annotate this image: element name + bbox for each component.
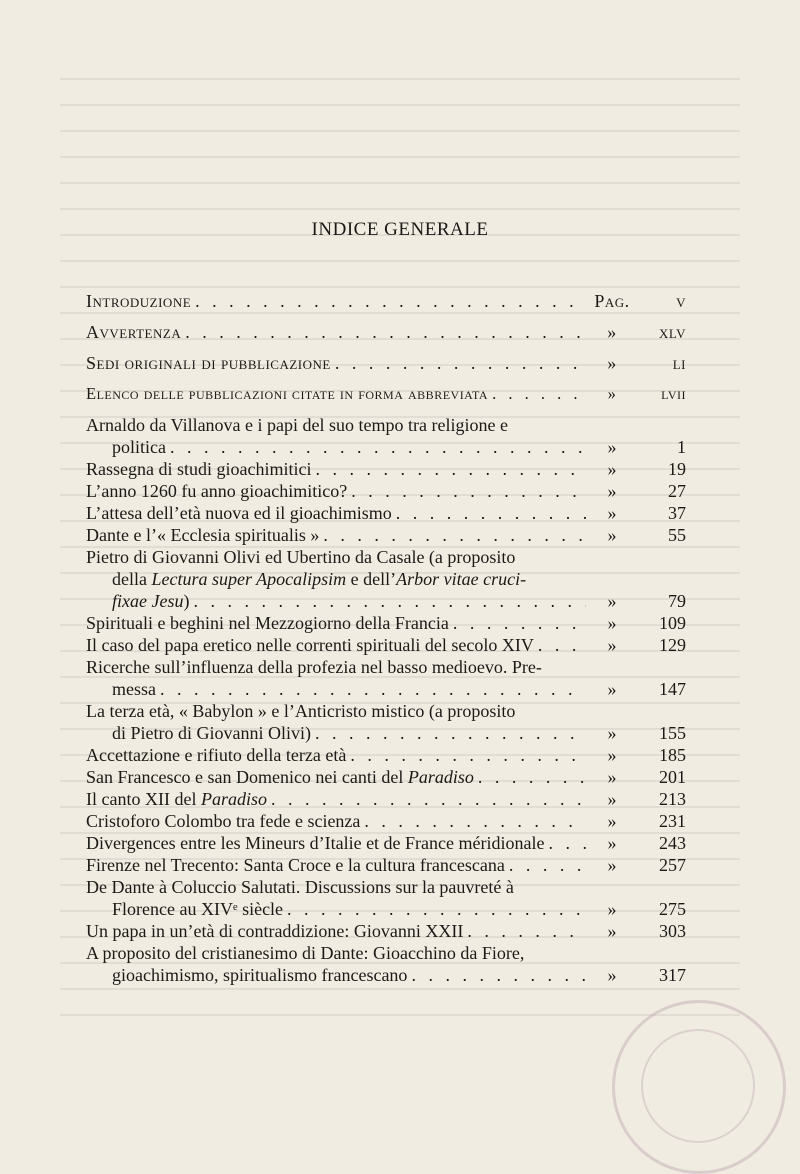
entry-title-continuation: gioachimismo, spiritualismo francescano [112, 965, 408, 985]
toc-entry-spirituali-beghini[interactable] [86, 612, 686, 634]
entry-title: A proposito del cristianesimo di Dante: Gioacchino da Fiore, [86, 943, 525, 963]
page-mark: » [607, 767, 617, 787]
page-number: 19 [668, 459, 686, 479]
page-number: 27 [668, 481, 686, 501]
page-number: lvii [661, 384, 686, 403]
text-fragment: ) [183, 591, 190, 611]
page-mark: » [607, 481, 617, 501]
entry-title: Arnaldo da Villanova e i papi del suo tempo tra religione e [86, 415, 508, 435]
toc-entry-terza-eta-babylon[interactable] [86, 700, 686, 744]
page-number: 37 [668, 503, 686, 523]
page-mark: » [607, 679, 617, 699]
italic-title: Paradiso [407, 767, 474, 787]
page-number: 231 [659, 811, 686, 831]
entry-title [86, 788, 267, 810]
toc-entry-ricerche-profezia[interactable] [86, 656, 686, 700]
page-mark: » [607, 833, 617, 853]
entry-title-middle [86, 568, 686, 590]
page-number: 155 [659, 723, 686, 743]
page-number: 79 [668, 591, 686, 611]
dot-leader [534, 634, 586, 656]
page-mark: » [607, 384, 617, 403]
entry-title: Ricerche sull’influenza della profezia nel basso medioevo. Pre- [86, 657, 542, 677]
entry-title-continuation: messa [112, 679, 156, 699]
page-number: 201 [659, 767, 686, 787]
dot-leader [544, 832, 586, 854]
dot-leader [463, 920, 586, 942]
toc-entry-introduzione[interactable] [86, 290, 686, 312]
page-number: xlv [658, 322, 686, 342]
page-title: INDICE GENERALE [311, 219, 489, 240]
text-fragment: della [112, 569, 152, 589]
entry-title: Rassegna di studi gioachimitici [86, 459, 312, 479]
page-mark: » [607, 965, 617, 985]
dot-leader [166, 436, 586, 458]
page-number: 257 [659, 855, 686, 875]
entry-title: Sedi originali di pubblicazione [86, 353, 331, 373]
page-mark: » [607, 921, 617, 941]
toc-entry-firenze[interactable] [86, 854, 686, 876]
page-mark: Pag. [594, 291, 630, 311]
library-stamp [612, 1000, 786, 1174]
dot-leader [283, 898, 586, 920]
page-mark: » [607, 459, 617, 479]
page-mark: » [607, 789, 617, 809]
italic-title: Lectura super Apocalipsim [151, 569, 347, 589]
dot-leader [392, 502, 586, 524]
page-number: 303 [659, 921, 686, 941]
toc-entry-divergences[interactable] [86, 832, 686, 854]
page-number: 317 [659, 965, 686, 985]
entry-title: De Dante à Coluccio Salutati. Discussions sur la pauvreté à [86, 877, 514, 897]
page-mark: » [607, 503, 617, 523]
dot-leader [360, 810, 586, 832]
page-number: 109 [659, 613, 686, 633]
page-mark: » [607, 745, 617, 765]
text-fragment: San Francesco e san Domenico nei canti del [86, 767, 408, 787]
entry-title: Introduzione [86, 291, 192, 311]
text-fragment: e dell’ [346, 569, 397, 589]
page-mark: » [607, 437, 617, 457]
dot-leader [505, 854, 586, 876]
toc-entry-accettazione[interactable] [86, 744, 686, 766]
entry-title [86, 766, 474, 788]
page-number: li [672, 353, 686, 373]
page-number: 147 [659, 679, 686, 699]
entry-title-continuation: di Pietro di Giovanni Olivi) [112, 723, 311, 743]
entry-title: L’anno 1260 fu anno gioachimitico? [86, 481, 348, 501]
toc-entry-colombo[interactable] [86, 810, 686, 832]
entry-title: Cristoforo Colombo tra fede e scienza [86, 811, 361, 831]
page-number: 275 [659, 899, 686, 919]
dot-leader [311, 458, 586, 480]
page-mark: » [607, 591, 617, 611]
toc-entry-canto-xii[interactable] [86, 788, 686, 810]
dot-leader [347, 480, 586, 502]
entry-title-continuation: Florence au XIVᵉ siècle [112, 899, 284, 919]
page-mark: » [607, 855, 617, 875]
page-number: 129 [659, 635, 686, 655]
toc-entry-san-francesco[interactable] [86, 766, 686, 788]
entry-title: Spirituali e beghini nel Mezzogiorno della Francia [86, 613, 449, 633]
page-mark: » [607, 613, 617, 633]
toc-entry-arnaldo[interactable] [86, 414, 686, 458]
dot-leader [191, 290, 586, 312]
toc-entry-anno-1260[interactable] [86, 480, 686, 502]
toc-entry-dante-ecclesia[interactable] [86, 524, 686, 546]
toc-entry-cristianesimo-dante[interactable] [86, 942, 686, 986]
italic-title: Paradiso [200, 789, 267, 809]
entry-title: Accettazione e rifiuto della terza età [86, 745, 347, 765]
page-mark: » [607, 322, 617, 342]
page-mark: » [607, 635, 617, 655]
page-number: v [676, 291, 686, 311]
dot-leader [449, 612, 586, 634]
toc-entry-rassegna[interactable] [86, 458, 686, 480]
entry-title: Un papa in un’età di contraddizione: Giovanni XXII [86, 921, 464, 941]
toc-entry-dante-salutati[interactable] [86, 876, 686, 920]
page-mark: » [607, 811, 617, 831]
dot-leader [156, 678, 586, 700]
dot-leader [346, 744, 586, 766]
toc-entry-sedi-originali[interactable] [86, 352, 686, 374]
page-number: 55 [668, 525, 686, 545]
entry-title: Dante e l’« Ecclesia spiritualis » [86, 525, 320, 545]
page-mark: » [607, 899, 617, 919]
dot-leader [474, 766, 586, 788]
entry-title: Pietro di Giovanni Olivi ed Ubertino da Casale (a proposito [86, 547, 516, 567]
toc-entry-giovanni-xxii[interactable] [86, 920, 686, 942]
toc-entry-papa-eretico[interactable] [86, 634, 686, 656]
dot-leader [319, 524, 586, 546]
toc-entry-avvertenza[interactable] [86, 321, 686, 343]
entry-title: Avvertenza [86, 322, 182, 342]
italic-title: Arbor vitae cruci- [396, 569, 527, 589]
entry-title-continuation [112, 590, 189, 612]
dot-leader [267, 788, 586, 810]
toc-entry-attesa[interactable] [86, 502, 686, 524]
entry-title: Divergences entre les Mineurs d’Italie et de France méridionale [86, 833, 545, 853]
entry-title: Il caso del papa eretico nelle correnti spirituali del secolo XIV [86, 635, 534, 655]
entry-title: L’attesa dell’età nuova ed il gioachimismo [86, 503, 392, 523]
page-number: 243 [659, 833, 686, 853]
entry-title: Firenze nel Trecento: Santa Croce e la cultura francescana [86, 855, 505, 875]
italic-title: fixae Jesu [112, 591, 184, 611]
table-of-contents [86, 290, 686, 986]
dot-leader [407, 964, 586, 986]
page-number: 1 [677, 437, 686, 457]
entry-title-continuation: politica [112, 437, 166, 457]
entry-title: Elenco delle pubblicazioni citate in forma abbreviata [86, 384, 489, 403]
toc-entry-olivi-ubertino[interactable] [86, 546, 686, 612]
dot-leader [189, 590, 586, 612]
page-number: 185 [659, 745, 686, 765]
toc-entry-elenco-pubblicazioni[interactable] [86, 383, 686, 405]
dot-leader [488, 383, 586, 405]
dot-leader [331, 352, 586, 374]
entry-title: La terza età, « Babylon » e l’Anticristo mistico (a proposito [86, 701, 516, 721]
page-mark: » [607, 723, 617, 743]
text-fragment: Il canto XII del [86, 789, 201, 809]
page-mark: » [607, 525, 617, 545]
dot-leader [181, 321, 586, 343]
page-mark: » [607, 353, 617, 373]
page-number: 213 [659, 789, 686, 809]
dot-leader [311, 722, 586, 744]
